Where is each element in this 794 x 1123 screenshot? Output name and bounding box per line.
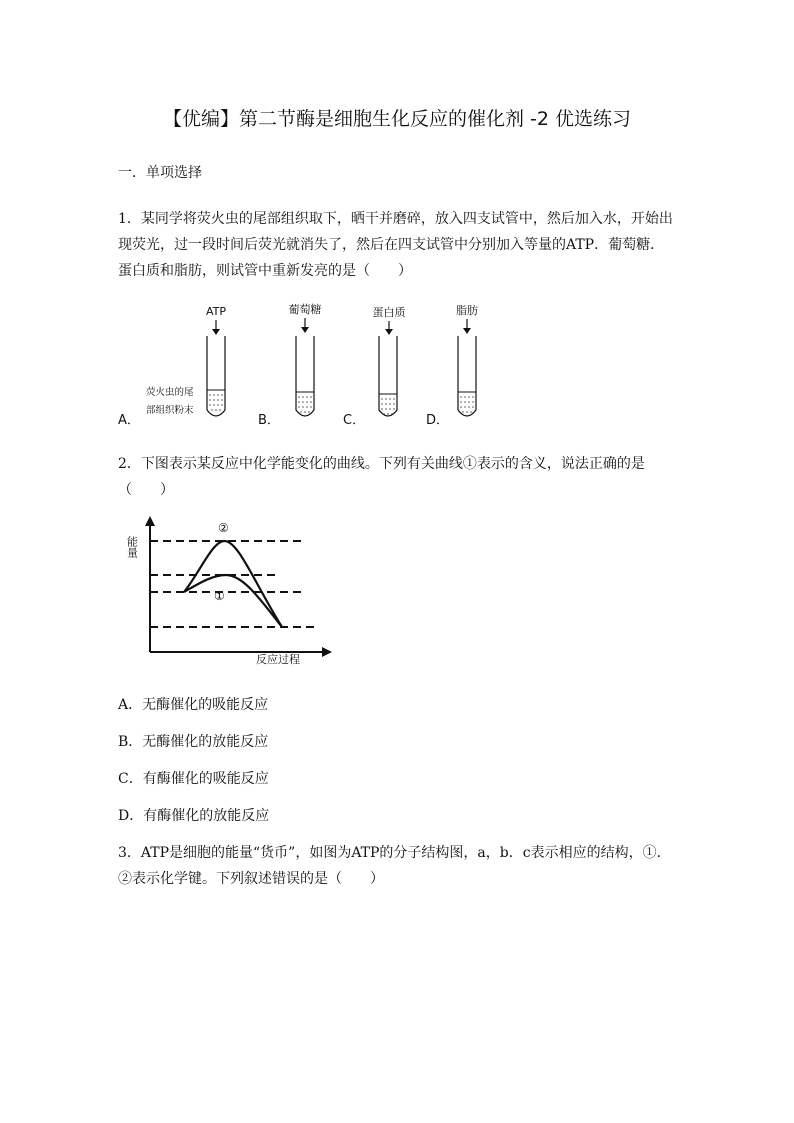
curve-2-label: ② — [218, 521, 229, 535]
tube-2 — [296, 336, 314, 416]
tube-label-atp: ATP — [205, 305, 227, 318]
question-2-text: 2．下图表示某反应中化学能变化的曲线。下列有关曲线①表示的含义，说法正确的是（ ） — [118, 456, 645, 498]
q1-option-b: B． — [258, 413, 280, 428]
q1-option-c: C． — [343, 413, 366, 428]
x-axis-label: 反应过程 — [256, 653, 300, 666]
tube-4 — [458, 336, 476, 416]
tube-label-fat: 脂肪 — [456, 304, 478, 317]
powder-label-line1: 荧火虫的尾 — [146, 387, 194, 398]
tube-label-protein: 蛋白质 — [372, 306, 406, 319]
q2-option-d: D．有酶催化的放能反应 — [118, 808, 270, 824]
question-3-text: 3．ATP是细胞的能量“货币”，如图为ATP的分子结构图，a，b．c表示相应的结构，①．②表示化学键。下列叙述错误的是（ ） — [118, 845, 671, 887]
q2-option-a: A．无酶催化的吸能反应 — [118, 697, 269, 713]
powder-label-line2: 部组织粉末 — [146, 405, 194, 416]
page-title: 【优编】第二节酶是细胞生化反应的催化剂 -2 优选练习 — [162, 108, 632, 130]
q2-option-c: C．有酶催化的吸能反应 — [118, 771, 269, 787]
y-axis-label: 能量 — [126, 536, 139, 558]
tube-1 — [207, 336, 225, 416]
q2-option-b: B．无酶催化的放能反应 — [118, 734, 269, 750]
q1-option-d: D． — [426, 413, 450, 428]
section-heading: 一．单项选择 — [118, 165, 202, 181]
tube-label-glucose: 葡萄糖 — [288, 303, 322, 316]
test-tubes-figure — [112, 296, 532, 436]
curve-1-label: ① — [214, 589, 225, 603]
question-1-text: 1．某同学将荧火虫的尾部组织取下，晒干并磨碎，放入四支试管中，然后加入水，开始出现荧光，过一段时间后荧光就消失了，然后在四支试管中分别加入等量的ATP．葡萄糖．蛋白质和脂肪，则试管中重新发亮的是（ ） — [118, 211, 673, 279]
q1-option-a: A． — [118, 413, 140, 428]
energy-curve-figure — [126, 512, 336, 666]
